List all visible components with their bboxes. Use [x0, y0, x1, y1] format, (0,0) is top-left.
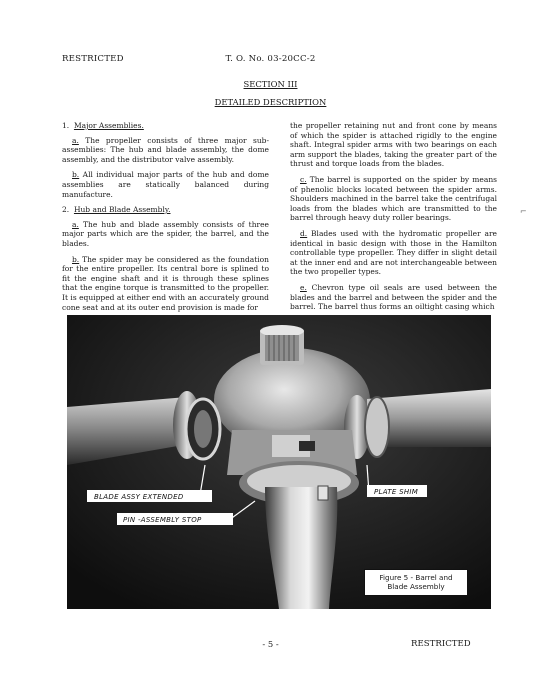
figure-caption [364, 569, 468, 596]
callout-blade-assembly: BLADE ASSY EXTENDED [94, 493, 184, 501]
header-doc-number: T. O. No. 03-20CC-2 [225, 54, 316, 64]
paragraph-1a: a. The propeller consists of three major sub-assemblies: The hub and blade assembly, the dome assembly, and the distributor valve assembly. [62, 135, 269, 164]
paragraph-2-heading: 2. Hub and Blade Assembly. [62, 205, 171, 215]
paragraph-1b: b. All individual major parts of the hub and dome assemblies are statically balanced during manufacture. [62, 170, 269, 199]
paragraph-2c: c. The barrel is supported on the spider by means of phenolic blocks located between the spider arms. Shoulders machined in the barrel take the centrifugal loads from the blades which are transmitted to the barrel through heavy duty roller bearings. [290, 174, 498, 223]
callout-plate-shim: PLATE SHIM [374, 488, 419, 496]
propeller-hub-photo [67, 315, 491, 609]
figure-caption-line-1: Figure 5 - Barrel and [379, 573, 453, 582]
figure-photo [67, 315, 491, 609]
paragraph-2a: a. The hub and blade assembly consists of three major parts which are the spider, the barrel, and the blades. [62, 219, 269, 248]
figure-caption-line-2: Blade Assembly [387, 582, 445, 591]
paragraph-1-heading: 1. Major Assemblies. [62, 121, 144, 130]
paragraph-2b-continued: the propeller retaining nut and front cone by means of which the spider is attached rigidly to the engine shaft. Integral spider arms with two bearings on each arm support the blades, taking the greater part of the thrust and torque loads from the blades. [290, 121, 497, 169]
left-column [62, 121, 269, 318]
callout-pin-assembly-stop: PIN -ASSEMBLY STOP [123, 516, 202, 524]
section-title: SECTION III [243, 79, 298, 89]
header-classification: RESTRICTED [62, 54, 124, 64]
right-column [290, 121, 497, 318]
section-subtitle: DETAILED DESCRIPTION [214, 97, 327, 107]
page-number: - 5 - [262, 639, 279, 649]
paragraph-2e: e. Chevron type oil seals are used between the blades and the barrel and between the spider and the barrel. The barrel thus forms an oiltight casing which [290, 282, 497, 312]
footer-classification: RESTRICTED [411, 639, 471, 649]
margin-mark: ⌐ [520, 207, 527, 216]
paragraph-2b: b. The spider may be considered as the foundation for the entire propeller. Its central bore is splined to fit the engine shaft and it is through these splines that the engine torque is transmitted to the propeller. It is equipped at either end with an accurately ground cone seat and at its outer end provision is made for [62, 254, 269, 312]
paragraph-2d: d. Blades used with the hydromatic propeller are identical in basic design with those in the Hamilton controllable type propeller. They differ in slight detail at the inner end and are not interchangeable between the two propeller types. [290, 228, 497, 277]
